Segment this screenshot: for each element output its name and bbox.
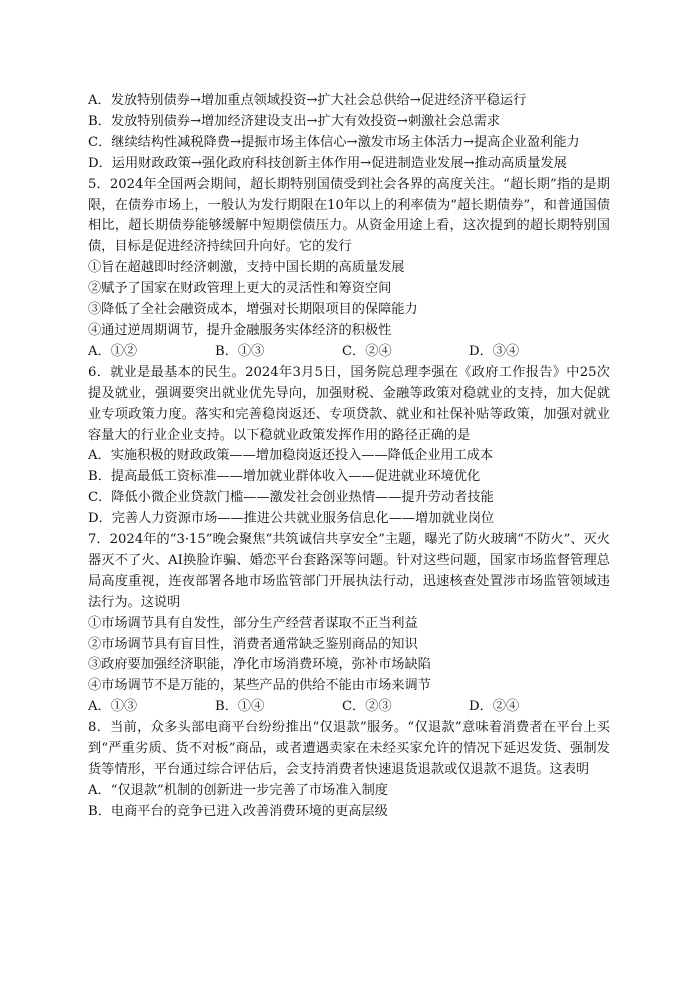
q6-option-b[interactable]: B．提高最低工资标准——增加就业群体收入——促进就业环境优化 xyxy=(88,469,481,485)
q6-option-d[interactable]: D．完善人力资源市场——推进公共就业服务信息化——增加就业岗位 xyxy=(88,511,495,527)
q7-choice-a[interactable]: A．①③ xyxy=(88,699,138,715)
q4-option-c: C．继续结构性减税降费→提振市场主体信心→激发市场主体活力→提高企业盈利能力 xyxy=(88,134,580,150)
q5-choice-d[interactable]: D．③④ xyxy=(469,343,520,359)
q5-choice-b[interactable]: B．①③ xyxy=(215,343,265,359)
q5-stem: 5．2024年全国两会期间，超长期特别国债受到社会各界的高度关注。“超长期”指的是期限，在债券市场上，一般认为发行期限在10年以上的利率债为“超长期债券”，和普通国债相比，超长期债券能够缓解中短期偿债压力。从资金用途上看，这次提到的超长期特别国债，目标是促进经济持续回升向好。它的发行 xyxy=(88,176,610,255)
question-6 xyxy=(88,363,610,530)
q8-option-a[interactable]: A．“仅退款”机制的创新进一步完善了市场准入制度 xyxy=(88,782,388,798)
q7-statement-1: ①市场调节具有自发性，部分生产经营者谋取不正当利益 xyxy=(88,615,418,631)
q4-option-a: A．发放特别债券→增加重点领域投资→扩大社会总供给→促进经济平稳运行 xyxy=(88,93,527,108)
q8-option-b[interactable]: B．电商平台的竞争已进入改善消费环境的更高层级 xyxy=(88,803,388,819)
q7-choice-c[interactable]: C．②③ xyxy=(342,699,392,715)
q5-statement-2: ②赋予了国家在财政管理上更大的灵活性和筹资空间 xyxy=(88,281,392,297)
q7-statement-2: ②市场调节具有盲目性，消费者通常缺乏鉴别商品的知识 xyxy=(88,636,418,652)
q7-choice-b[interactable]: B．①④ xyxy=(215,699,265,715)
q5-statement-3: ③降低了全社会融资成本，增强对长期限项目的保障能力 xyxy=(88,302,418,318)
q6-option-a[interactable]: A．实施积极的财政政策——增加稳岗返还投入——降低企业用工成本 xyxy=(88,448,494,464)
q4-option-b: B．发放特别债券→增加经济建设支出→扩大有效投资→刺激社会总需求 xyxy=(88,113,501,129)
question-5 xyxy=(88,175,610,363)
q5-choice-a[interactable]: A．①② xyxy=(88,343,138,359)
q5-statement-1: ①旨在超越即时经济刺激，支持中国长期的高质量发展 xyxy=(88,260,405,276)
question-7 xyxy=(88,530,610,718)
q5-choices xyxy=(88,342,610,363)
q7-stem: 7．2024年的“3·15”晚会聚焦“共筑诚信共享安全”主题，曝光了防火玻璃“不防火”、灭火器灭不了火、AI换脸诈骗、婚恋平台套路深等问题。针对这些问题，国家市场监督管理总局高度重视，连夜部署各地市场监管部门开展执法行动，迅速核查处置涉市场监管领域违法行为。这说明 xyxy=(88,532,610,610)
q7-statement-3: ③政府要加强经济职能，净化市场消费环境，弥补市场缺陷 xyxy=(88,657,431,673)
q5-choice-c[interactable]: C．②④ xyxy=(342,343,392,359)
q5-statement-4: ④通过逆周期调节，提升金融服务实体经济的积极性 xyxy=(88,322,392,338)
question-8 xyxy=(88,718,610,823)
q4-option-d: D．运用财政政策→强化政府科技创新主体作用→促进制造业发展→推动高质量发展 xyxy=(88,155,567,171)
q6-stem: 6．就业是最基本的民生。2024年3月5日，国务院总理李强在《政府工作报告》中25次提及就业，强调要突出就业优先导向，加强财税、金融等政策对稳就业的支持，加大促就业专项政策力度。落实和完善稳岗返还、专项贷款、就业和社保补贴等政策，加强对就业容量大的行业企业支持。以下稳就业政策发挥作用的路径正确的是 xyxy=(88,364,610,443)
q7-choices xyxy=(88,697,610,718)
q8-stem: 8．当前，众多头部电商平台纷纷推出“仅退款”服务。“仅退款”意味着消费者在平台上买到“严重劣质、货不对板”商品，或者遭遇卖家在未经买家允许的情况下延迟发货、强制发货等情形，平台通过综合评估后，会支持消费者快速退货退款或仅退款不退货。这表明 xyxy=(88,720,610,777)
q7-choice-d[interactable]: D．②④ xyxy=(469,699,520,715)
question-4-options xyxy=(88,91,610,175)
q7-statement-4: ④市场调节不是万能的，某些产品的供给不能由市场来调节 xyxy=(88,678,431,694)
q6-option-c[interactable]: C．降低小微企业贷款门槛——激发社会创业热情——提升劳动者技能 xyxy=(88,490,494,506)
